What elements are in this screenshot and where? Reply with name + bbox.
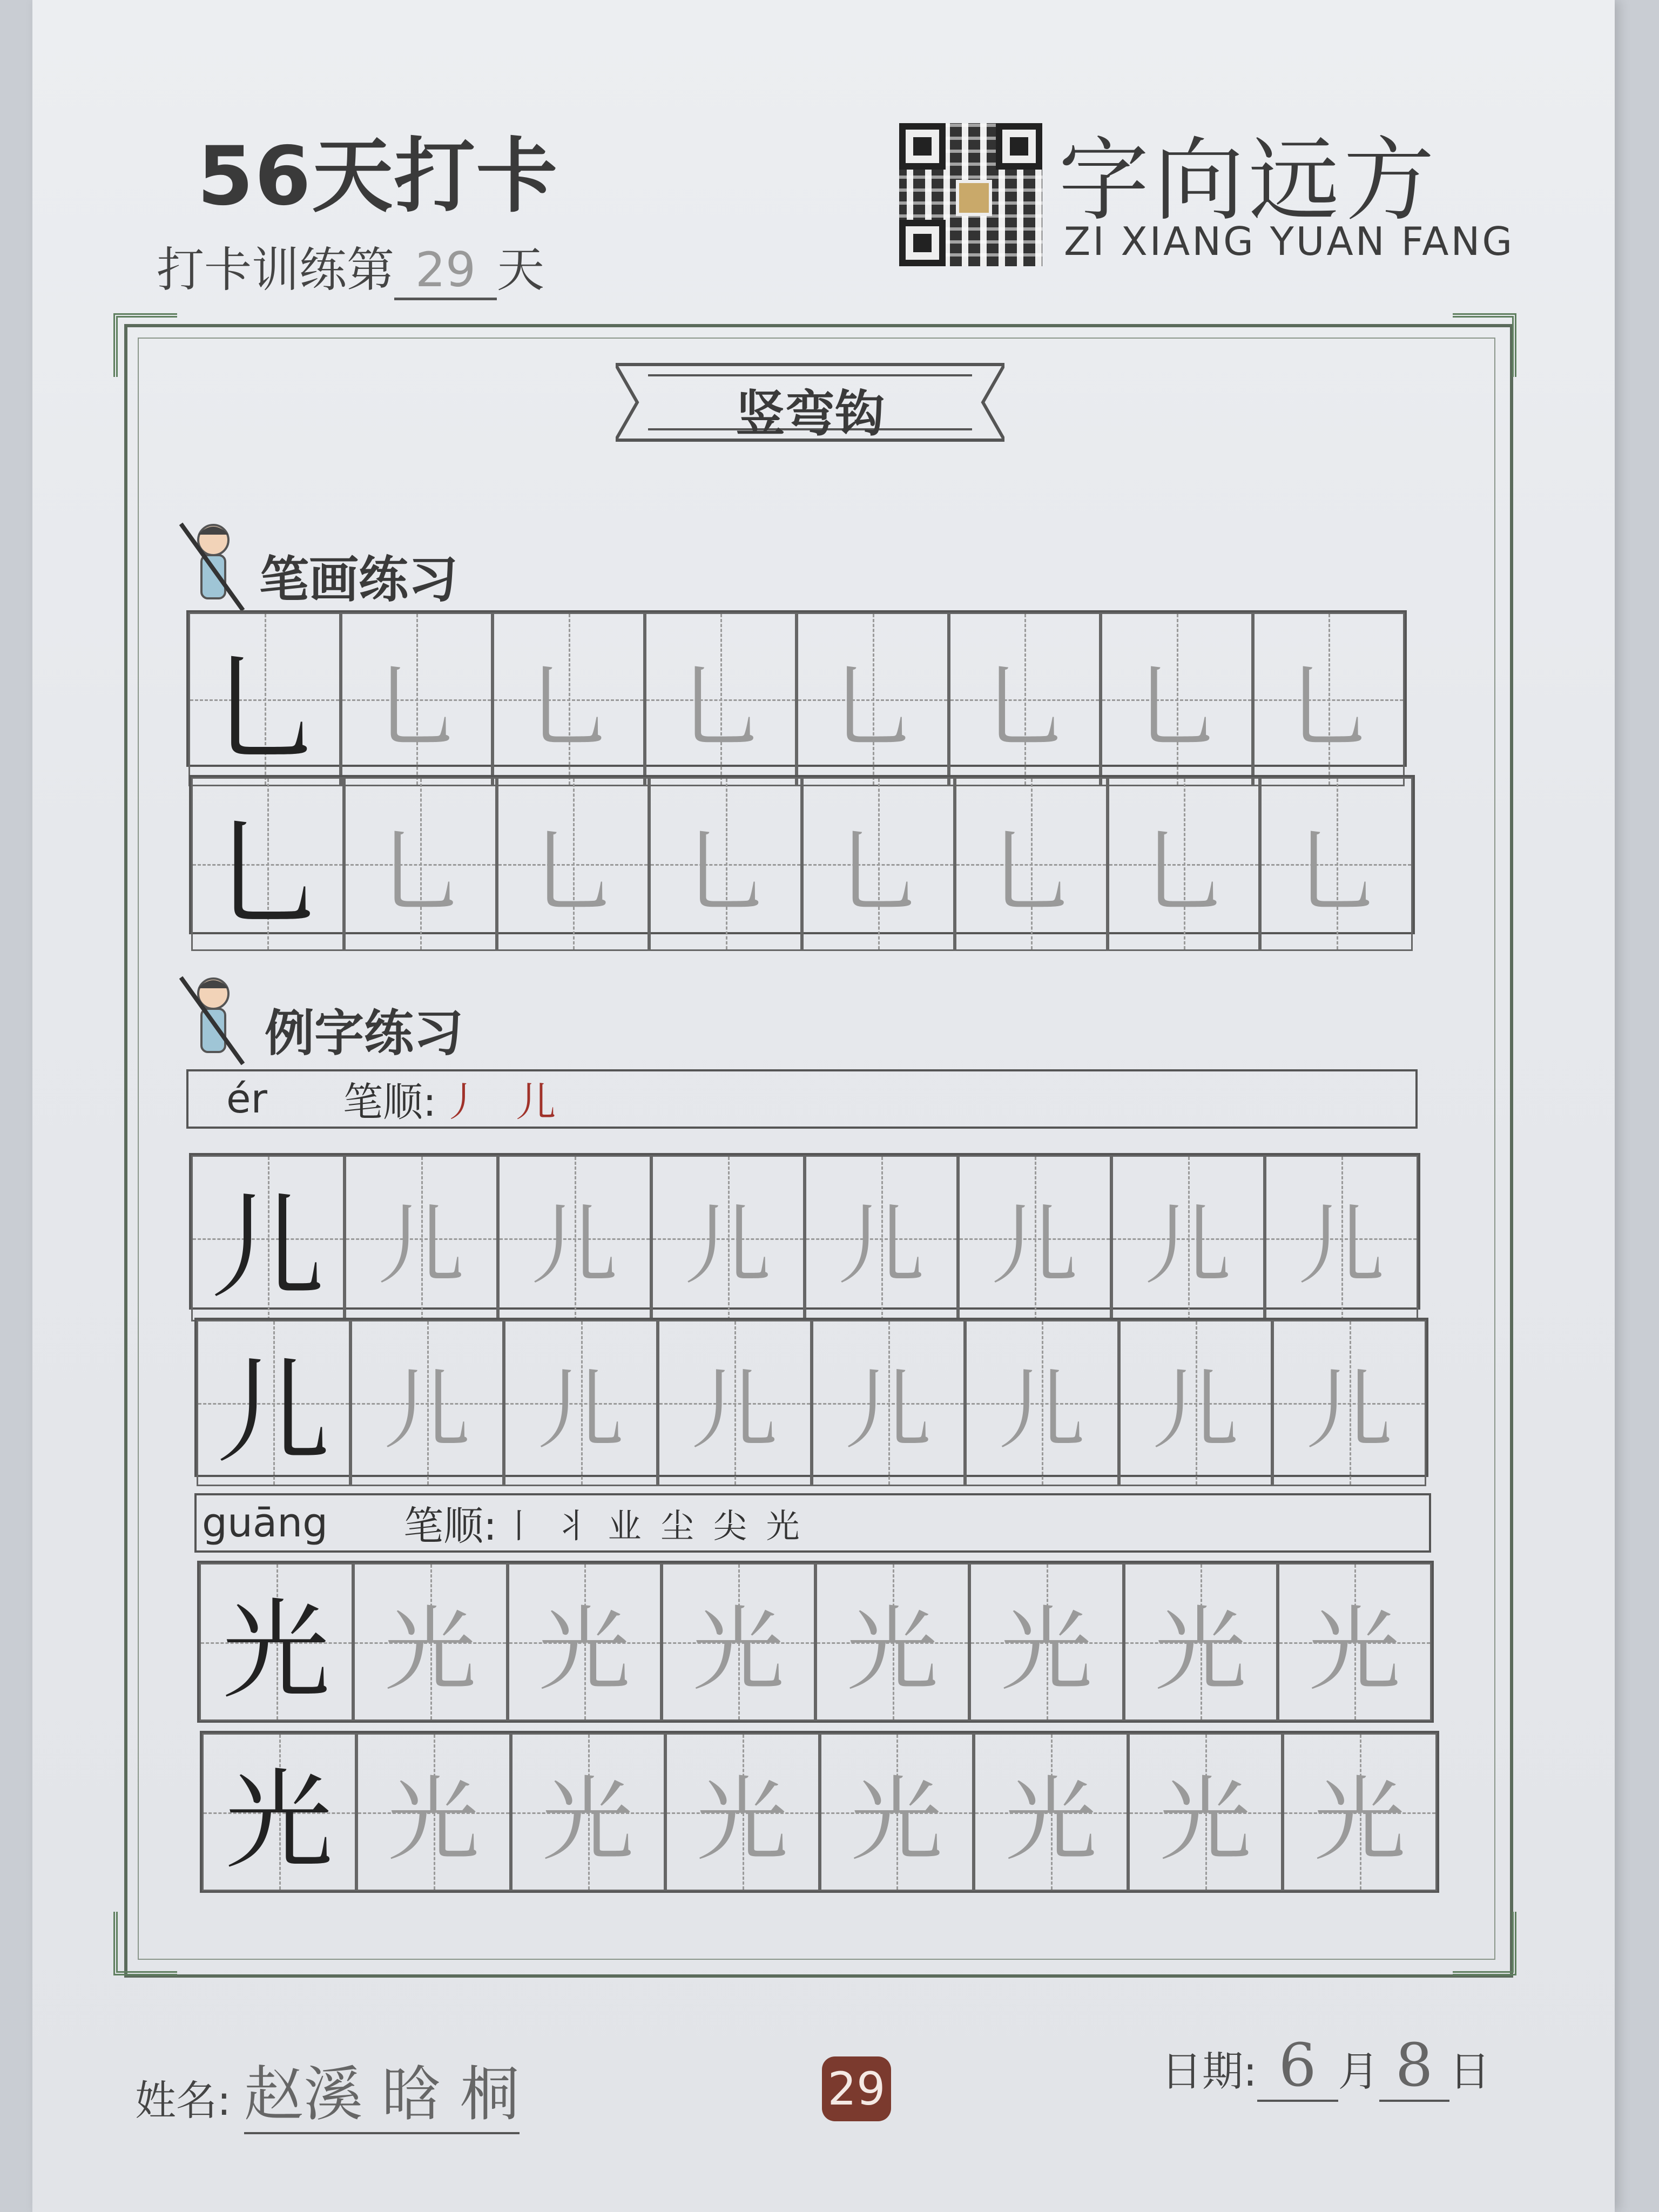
- model-char: 光: [225, 1758, 333, 1884]
- handwritten-char: 光: [1314, 1767, 1406, 1874]
- mascot-icon: [176, 518, 248, 613]
- handwritten-stroke: 乚: [1290, 819, 1382, 926]
- practice-cell[interactable]: [649, 777, 802, 951]
- qr-code: [899, 123, 1042, 266]
- stroke-order: 丨 丬 业 尘 尖 光: [502, 1506, 804, 1546]
- month-label: 月: [1338, 2047, 1379, 2095]
- practice-cell[interactable]: [955, 777, 1108, 951]
- stroke-practice-heading: 笔画练习: [259, 551, 458, 609]
- pinyin: ér: [226, 1076, 267, 1122]
- handwritten-char: 光: [384, 1597, 476, 1704]
- handwritten-stroke: 乚: [979, 654, 1071, 761]
- model-cell: [197, 1320, 350, 1486]
- char-practice-heading: 例字练习: [265, 1004, 464, 1062]
- char-info-bar: [194, 1493, 1431, 1553]
- practice-cell[interactable]: [1272, 1320, 1426, 1486]
- handwritten-stroke: 乚: [1137, 819, 1230, 926]
- handwritten-char: 光: [538, 1597, 631, 1704]
- qr-finder: [899, 220, 946, 266]
- practice-cell[interactable]: [497, 777, 650, 951]
- model-char: 光: [222, 1588, 331, 1714]
- practice-cell[interactable]: [345, 1155, 498, 1321]
- practice-cell[interactable]: [665, 1733, 820, 1891]
- model-cell: [191, 777, 344, 951]
- handwritten-char: 儿: [999, 1360, 1085, 1461]
- mascot-icon: [176, 972, 248, 1067]
- model-cell: [191, 1155, 345, 1321]
- handwritten-char: 光: [1005, 1767, 1097, 1874]
- frame-corner-ornament: [1453, 313, 1516, 377]
- frame-corner-ornament: [1453, 1912, 1516, 1975]
- handwritten-char: 儿: [684, 1195, 771, 1296]
- handwritten-char: 儿: [531, 1195, 618, 1296]
- brand-logo-en: ZI XIANG YUAN FANG: [1064, 219, 1515, 264]
- handwritten-stroke: 乚: [1283, 654, 1375, 761]
- handwritten-char: 儿: [845, 1360, 932, 1461]
- handwritten-stroke: 乚: [832, 819, 925, 926]
- handwritten-char: 光: [696, 1767, 788, 1874]
- stroke-order-label: 笔顺:: [342, 1079, 436, 1125]
- practice-cell[interactable]: [350, 1320, 504, 1486]
- handwritten-stroke: 乚: [522, 654, 615, 761]
- worksheet-page: [32, 0, 1615, 2212]
- practice-cell[interactable]: [965, 1320, 1119, 1486]
- model-cell: [199, 1563, 353, 1721]
- date-field: [1161, 2031, 1491, 2102]
- pinyin: guāng: [202, 1500, 328, 1546]
- page-title: 56天打卡: [197, 130, 558, 224]
- handwritten-char: 儿: [1152, 1360, 1239, 1461]
- date-day-value[interactable]: 8: [1379, 2031, 1449, 2102]
- handwritten-char: 光: [542, 1767, 634, 1874]
- handwritten-char: 儿: [377, 1195, 464, 1296]
- practice-cell[interactable]: [1124, 1563, 1278, 1721]
- handwritten-char: 光: [1155, 1597, 1247, 1704]
- stroke-order-label: 笔顺:: [403, 1503, 497, 1549]
- stroke-name: 竖弯钩: [735, 385, 885, 443]
- model-char: 儿: [211, 1182, 325, 1314]
- day-suffix: 天: [497, 242, 545, 298]
- practice-cell[interactable]: [1119, 1320, 1273, 1486]
- handwritten-char: 儿: [1306, 1360, 1393, 1461]
- day-prefix: 打卡训练第: [157, 242, 395, 298]
- day-label: 日: [1449, 2047, 1491, 2095]
- handwritten-char: 儿: [838, 1195, 925, 1296]
- practice-cell[interactable]: [1101, 612, 1253, 786]
- practice-cell[interactable]: [356, 1733, 511, 1891]
- practice-cell[interactable]: [662, 1563, 815, 1721]
- date-month-value[interactable]: 6: [1257, 2031, 1338, 2102]
- char-info-bar: [186, 1069, 1418, 1129]
- model-cell: [188, 612, 341, 786]
- practice-cell[interactable]: [1111, 1155, 1265, 1321]
- handwritten-char: 光: [851, 1767, 943, 1874]
- practice-cell[interactable]: [805, 1155, 958, 1321]
- handwritten-stroke: 乚: [679, 819, 772, 926]
- handwritten-char: 光: [692, 1597, 785, 1704]
- handwritten-char: 儿: [383, 1360, 470, 1461]
- handwritten-char: 光: [846, 1597, 939, 1704]
- handwritten-char: 光: [1159, 1767, 1252, 1874]
- stroke-banner: [616, 359, 1004, 446]
- name-field: [135, 2047, 520, 2134]
- handwritten-stroke: 乚: [370, 654, 463, 761]
- practice-cell[interactable]: [651, 1155, 805, 1321]
- practice-cell[interactable]: [658, 1320, 812, 1486]
- stroke-grid-row-2: [189, 775, 1415, 943]
- practice-cell[interactable]: [815, 1563, 969, 1721]
- handwritten-stroke: 乚: [374, 819, 467, 926]
- handwritten-stroke: 乚: [985, 819, 1077, 926]
- page-number-badge: 29: [822, 2056, 891, 2121]
- model-stroke: 乚: [208, 805, 327, 943]
- practice-cell[interactable]: [341, 612, 493, 786]
- day-counter: [157, 232, 544, 300]
- practice-cell[interactable]: [508, 1563, 662, 1721]
- date-label: 日期:: [1161, 2047, 1257, 2095]
- practice-cell[interactable]: [493, 612, 645, 786]
- model-cell: [202, 1733, 356, 1891]
- day-value: 29: [394, 242, 497, 300]
- char-grid-er-row-1: [189, 1153, 1420, 1314]
- practice-cell[interactable]: [1108, 777, 1260, 951]
- model-stroke: 乚: [205, 640, 324, 779]
- name-label: 姓名:: [135, 2076, 231, 2125]
- practice-cell[interactable]: [820, 1733, 974, 1891]
- handwritten-char: 光: [1000, 1597, 1092, 1704]
- handwritten-char: 儿: [1298, 1195, 1385, 1296]
- practice-cell[interactable]: [1278, 1563, 1432, 1721]
- stroke-grid-row-1: [186, 610, 1407, 779]
- practice-cell[interactable]: [344, 777, 497, 951]
- stroke-order: 丿 儿: [441, 1079, 567, 1125]
- practice-cell[interactable]: [504, 1320, 658, 1486]
- char-grid-guang-row-1: [197, 1561, 1434, 1723]
- brand-logo-cn: 字向远方: [1058, 127, 1439, 233]
- practice-cell[interactable]: [797, 612, 949, 786]
- handwritten-stroke: 乚: [826, 654, 919, 761]
- handwritten-char: 儿: [1144, 1195, 1231, 1296]
- frame-corner-ornament: [113, 1912, 177, 1975]
- practice-cell[interactable]: [974, 1733, 1128, 1891]
- handwritten-char: 儿: [691, 1360, 778, 1461]
- practice-cell[interactable]: [1253, 612, 1405, 786]
- practice-cell[interactable]: [812, 1320, 966, 1486]
- qr-finder: [996, 123, 1042, 170]
- practice-cell[interactable]: [1283, 1733, 1437, 1891]
- qr-logo: [956, 180, 992, 216]
- frame-corner-ornament: [113, 313, 177, 377]
- practice-cell[interactable]: [1265, 1155, 1418, 1321]
- practice-cell[interactable]: [353, 1563, 507, 1721]
- practice-cell[interactable]: [1260, 777, 1413, 951]
- handwritten-char: 光: [1309, 1597, 1401, 1704]
- practice-cell[interactable]: [498, 1155, 651, 1321]
- name-value[interactable]: 赵溪 晗 桐: [244, 2047, 520, 2134]
- practice-cell[interactable]: [949, 612, 1101, 786]
- qr-finder: [899, 123, 946, 170]
- char-grid-guang-row-2: [200, 1731, 1439, 1893]
- practice-cell[interactable]: [645, 612, 797, 786]
- model-char: 儿: [217, 1346, 331, 1479]
- practice-cell[interactable]: [958, 1155, 1111, 1321]
- char-grid-er-row-2: [194, 1318, 1428, 1477]
- practice-cell[interactable]: [969, 1563, 1123, 1721]
- handwritten-char: 儿: [537, 1360, 624, 1461]
- practice-cell[interactable]: [1128, 1733, 1283, 1891]
- handwritten-char: 光: [387, 1767, 480, 1874]
- practice-cell[interactable]: [511, 1733, 665, 1891]
- handwritten-stroke: 乚: [527, 819, 619, 926]
- handwritten-stroke: 乚: [1130, 654, 1223, 761]
- handwritten-stroke: 乚: [675, 654, 767, 761]
- handwritten-char: 儿: [991, 1195, 1078, 1296]
- practice-cell[interactable]: [802, 777, 955, 951]
